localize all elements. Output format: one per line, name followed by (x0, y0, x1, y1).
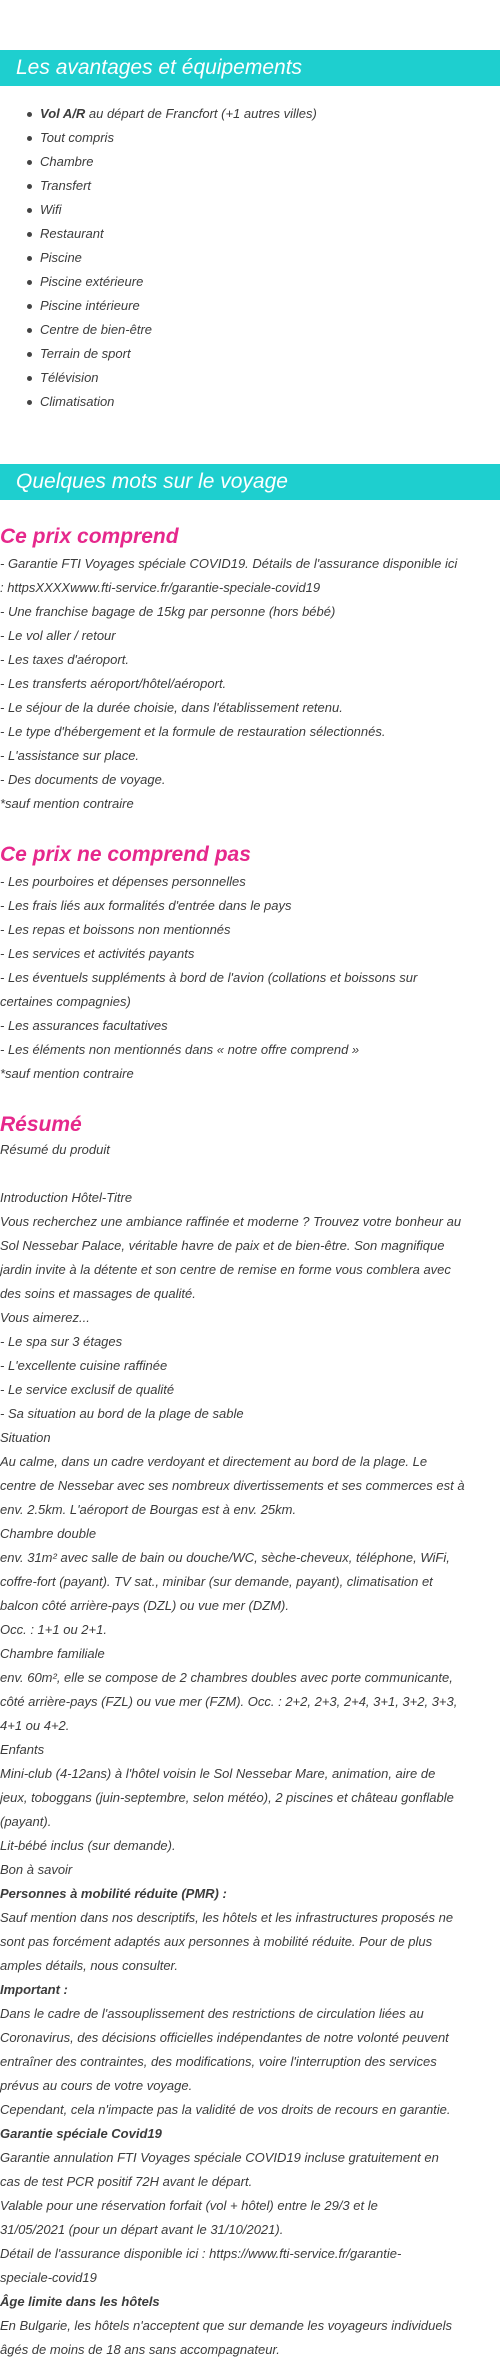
excluded-line: - Les repas et boissons non mentionnés (0, 922, 231, 937)
excluded-line: - Les pourboires et dépenses personnelles (0, 874, 246, 889)
excluded-line: - Les frais liés aux formalités d'entrée dans le pays (0, 898, 292, 913)
excluded-line: *sauf mention contraire (0, 1066, 134, 1081)
advantages-banner (0, 50, 500, 86)
feature-item: Tout compris (40, 126, 500, 150)
excluded-line: - Les éventuels suppléments à bord de l'avion (collations et boissons sur (0, 970, 418, 985)
summary-line: - Le service exclusif de qualité (0, 1382, 175, 1397)
summary-line: Chambre double (0, 1526, 97, 1541)
included-line: - Le séjour de la durée choisie, dans l'établissement retenu. (0, 700, 343, 715)
summary-line (0, 1162, 500, 1186)
summary-line: speciale-covid19 (0, 2270, 97, 2285)
summary-body (0, 1138, 500, 2362)
summary-line: Sol Nessebar Palace, véritable havre de paix et de bien-être. Son magnifique (0, 1238, 445, 1253)
summary-line: amples détails, nous consulter. (0, 1958, 179, 1973)
summary-line: Âge limite dans les hôtels (0, 2294, 160, 2309)
feature-item: Restaurant (40, 222, 500, 246)
feature-lead-bold: Vol A/R (40, 106, 86, 121)
summary-line: sont pas forcément adaptés aux personnes à mobilité réduite. Pour de plus (0, 1934, 433, 1949)
summary-line: - L'excellente cuisine raffinée (0, 1358, 168, 1373)
feature-item: Piscine extérieure (40, 270, 500, 294)
summary-line: Enfants (0, 1742, 45, 1757)
summary-line: Cependant, cela n'impacte pas la validité de vos droits de recours en garantie. (0, 2102, 451, 2117)
summary-line: Occ. : 1+1 ou 2+1. (0, 1622, 107, 1637)
summary-line: côté arrière-pays (FZL) ou vue mer (FZM). Occ. : 2+2, 2+3, 2+4, 3+1, 3+2, 3+3, (0, 1694, 458, 1709)
feature-item: Transfert (40, 174, 500, 198)
summary-line: coffre-fort (payant). TV sat., minibar (sur demande, payant), climatisation et (0, 1574, 433, 1589)
advantages-title: Les avantages et équipements (16, 56, 303, 79)
summary-line: (payant). (0, 1814, 52, 1829)
included-line: - Garantie FTI Voyages spéciale COVID19. Détails de l'assurance disponible ici (0, 556, 458, 571)
summary-line: Garantie annulation FTI Voyages spéciale COVID19 incluse gratuitement en (0, 2150, 439, 2165)
included-line: - Une franchise bagage de 15kg par personne (hors bébé) (0, 604, 336, 619)
summary-line: âgés de moins de 18 ans sans accompagnateur. (0, 2342, 280, 2357)
summary-line: 4+1 ou 4+2. (0, 1718, 70, 1733)
features-list (0, 102, 500, 414)
summary-line: Vous recherchez une ambiance raffinée et moderne ? Trouvez votre bonheur au (0, 1214, 462, 1229)
summary-line: Important : (0, 1982, 68, 1997)
included-line: - Le type d'hébergement et la formule de restauration sélectionnés. (0, 724, 386, 739)
summary-line: En Bulgarie, les hôtels n'acceptent que sur demande les voyageurs individuels (0, 2318, 452, 2333)
trip-title: Quelques mots sur le voyage (16, 470, 288, 493)
summary-line: Détail de l'assurance disponible ici : https://www.fti-service.fr/garantie- (0, 2246, 402, 2261)
summary-line: jeux, toboggans (juin-septembre, selon météo), 2 piscines et château gonflable (0, 1790, 454, 1805)
summary-line: balcon côté arrière-pays (DZL) ou vue mer (DZM). (0, 1598, 289, 1613)
feature-item: Wifi (40, 198, 500, 222)
summary-line: 31/05/2021 (pour un départ avant le 31/10/2021). (0, 2222, 284, 2237)
feature-item (40, 102, 500, 126)
excluded-title: Ce prix ne comprend pas (0, 843, 251, 866)
included-line: - Des documents de voyage. (0, 772, 166, 787)
included-line: : httpsXXXXwww.fti-service.fr/garantie-speciale-covid19 (0, 580, 321, 595)
trip-banner (0, 464, 500, 500)
summary-line: entraîner des contraintes, des modifications, voire l'interruption des services (0, 2054, 437, 2069)
summary-line: cas de test PCR positif 72H avant le départ. (0, 2174, 253, 2189)
summary-line: - Le spa sur 3 étages (0, 1334, 123, 1349)
summary-title: Résumé (0, 1113, 82, 1136)
summary-line: Introduction Hôtel-Titre (0, 1190, 133, 1205)
summary-line: Garantie spéciale Covid19 (0, 2126, 162, 2141)
excluded-list (0, 870, 500, 1086)
included-line: - Le vol aller / retour (0, 628, 116, 643)
feature-item: Télévision (40, 366, 500, 390)
summary-line: Résumé du produit (0, 1142, 110, 1157)
summary-line: Vous aimerez... (0, 1310, 90, 1325)
summary-line: des soins et massages de qualité. (0, 1286, 196, 1301)
included-line: - L'assistance sur place. (0, 748, 140, 763)
included-line: - Les taxes d'aéroport. (0, 652, 129, 667)
excluded-line: - Les services et activités payants (0, 946, 195, 961)
included-line: *sauf mention contraire (0, 796, 134, 811)
feature-item: Chambre (40, 150, 500, 174)
included-line: - Les transferts aéroport/hôtel/aéroport. (0, 676, 227, 691)
feature-item: Climatisation (40, 390, 500, 414)
summary-line: Dans le cadre de l'assouplissement des restrictions de circulation liées au (0, 2006, 424, 2021)
summary-line: Mini-club (4-12ans) à l'hôtel voisin le Sol Nessebar Mare, animation, aire de (0, 1766, 436, 1781)
excluded-line: - Les assurances facultatives (0, 1018, 168, 1033)
summary-line: centre de Nessebar avec ses nombreux divertissements et ses commerces est à (0, 1478, 465, 1493)
summary-line: Coronavirus, des décisions officielles indépendantes de notre volonté peuvent (0, 2030, 449, 2045)
feature-item: Piscine (40, 246, 500, 270)
summary-line: Bon à savoir (0, 1862, 73, 1877)
excluded-line: certaines compagnies) (0, 994, 131, 1009)
included-title: Ce prix comprend (0, 525, 179, 548)
feature-item: Piscine intérieure (40, 294, 500, 318)
summary-line: env. 31m² avec salle de bain ou douche/WC, sèche-cheveux, téléphone, WiFi, (0, 1550, 450, 1565)
summary-line: env. 60m², elle se compose de 2 chambres doubles avec porte communicante, (0, 1670, 453, 1685)
summary-line: - Sa situation au bord de la plage de sable (0, 1406, 244, 1421)
summary-line: Situation (0, 1430, 51, 1445)
feature-item: Centre de bien-être (40, 318, 500, 342)
excluded-line: - Les éléments non mentionnés dans « notre offre comprend » (0, 1042, 360, 1057)
summary-line: Sauf mention dans nos descriptifs, les hôtels et les infrastructures proposés ne (0, 1910, 454, 1925)
summary-line: Au calme, dans un cadre verdoyant et directement au bord de la plage. Le (0, 1454, 428, 1469)
summary-line: jardin invite à la détente et son centre de remise en forme vous comblera avec (0, 1262, 451, 1277)
summary-line: Personnes à mobilité réduite (PMR) : (0, 1886, 227, 1901)
included-list (0, 552, 500, 816)
summary-line: Valable pour une réservation forfait (vol + hôtel) entre le 29/3 et le (0, 2198, 378, 2213)
feature-lead-rest: au départ de Francfort (+1 autres villes) (85, 106, 317, 121)
summary-line: prévus au cours de votre voyage. (0, 2078, 193, 2093)
summary-line: Lit-bébé inclus (sur demande). (0, 1838, 176, 1853)
feature-item: Terrain de sport (40, 342, 500, 366)
summary-line: env. 2.5km. L'aéroport de Bourgas est à env. 25km. (0, 1502, 297, 1517)
summary-line: Chambre familiale (0, 1646, 105, 1661)
